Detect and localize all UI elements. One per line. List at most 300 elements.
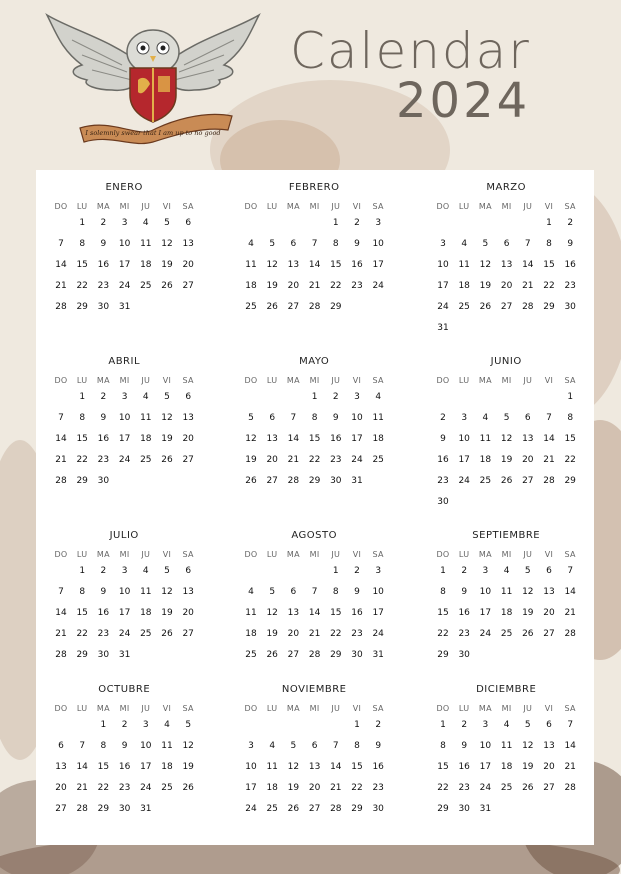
day-cell: 20 xyxy=(522,455,534,465)
month-name: ABRIL xyxy=(108,356,141,367)
month-name: FEBRERO xyxy=(288,182,340,193)
day-cell: 20 xyxy=(543,608,555,618)
day-cell: 22 xyxy=(437,783,449,793)
day-cell: 5 xyxy=(524,566,531,576)
day-cell: 22 xyxy=(543,281,555,291)
weekday-label: VI xyxy=(544,202,554,211)
day-cell: 5 xyxy=(164,218,170,228)
weekday-label: MA xyxy=(478,704,492,713)
day-cell: 22 xyxy=(330,281,342,291)
weekday-label: JU xyxy=(141,550,151,559)
day-cell: 26 xyxy=(245,476,257,486)
day-cell: 15 xyxy=(330,260,342,270)
day-cell: 14 xyxy=(308,608,321,618)
day-cell: 3 xyxy=(121,218,128,228)
weekday-label: VI xyxy=(352,376,362,385)
month-name: JULIO xyxy=(109,530,139,541)
day-cell: 19 xyxy=(161,608,173,618)
day-cell: 25 xyxy=(372,455,384,465)
day-cell: 2 xyxy=(375,720,382,730)
day-cell: 2 xyxy=(121,720,128,730)
day-cell: 15 xyxy=(76,434,88,444)
day-cell: 8 xyxy=(546,239,552,249)
day-cell: 29 xyxy=(308,476,321,486)
day-cell: 10 xyxy=(351,413,363,423)
day-cell: 26 xyxy=(182,783,194,793)
day-cell: 18 xyxy=(372,434,384,444)
day-cell: 12 xyxy=(266,260,278,270)
day-cell: 21 xyxy=(76,783,88,793)
day-cell: 22 xyxy=(97,783,110,793)
day-cell: 23 xyxy=(458,783,470,793)
day-cell: 10 xyxy=(372,587,384,597)
day-cell: 5 xyxy=(164,566,170,576)
day-cell: 10 xyxy=(245,762,257,772)
day-cell: 8 xyxy=(100,741,107,751)
day-cell: 6 xyxy=(185,218,192,228)
day-cell: 11 xyxy=(140,587,152,597)
day-cell: 8 xyxy=(332,239,339,249)
weekday-label: SA xyxy=(372,550,384,559)
weekday-label: MA xyxy=(286,376,300,385)
month-septiembre xyxy=(432,530,612,690)
day-cell: 30 xyxy=(458,650,470,660)
day-cell: 25 xyxy=(458,302,470,312)
day-cell: 28 xyxy=(308,302,321,312)
day-cell: 29 xyxy=(330,650,342,660)
weekday-label: DO xyxy=(436,704,450,713)
day-cell: 27 xyxy=(266,476,278,486)
day-cell: 21 xyxy=(543,455,555,465)
day-cell: 15 xyxy=(543,260,555,270)
day-cell: 20 xyxy=(266,455,278,465)
day-cell: 21 xyxy=(564,608,576,618)
day-cell: 16 xyxy=(118,762,131,772)
day-cell: 29 xyxy=(437,804,449,814)
day-cell: 16 xyxy=(97,608,110,618)
day-cell: 5 xyxy=(269,587,276,597)
day-cell: 25 xyxy=(161,783,173,793)
day-cell: 13 xyxy=(287,608,300,618)
weekday-label: DO xyxy=(54,550,68,559)
day-cell: 16 xyxy=(351,260,363,270)
day-cell: 5 xyxy=(185,720,192,730)
day-cell: 16 xyxy=(372,762,384,772)
day-cell: 28 xyxy=(55,302,67,312)
day-cell: 10 xyxy=(140,741,152,751)
day-cell: 28 xyxy=(564,783,576,793)
day-cell: 27 xyxy=(287,650,300,660)
day-cell: 8 xyxy=(440,741,446,751)
day-cell: 21 xyxy=(55,281,67,291)
day-cell: 11 xyxy=(372,413,384,423)
day-cell: 13 xyxy=(182,587,194,597)
day-cell: 17 xyxy=(372,260,384,270)
weekday-label: DO xyxy=(244,704,258,713)
day-cell: 13 xyxy=(500,260,513,270)
day-cell: 22 xyxy=(330,629,342,639)
weekday-label: MA xyxy=(286,704,300,713)
day-cell: 17 xyxy=(245,783,257,793)
day-cell: 6 xyxy=(185,566,192,576)
day-cell: 8 xyxy=(79,413,86,423)
day-cell: 13 xyxy=(287,260,300,270)
day-cell: 18 xyxy=(245,281,257,291)
day-cell: 3 xyxy=(375,566,382,576)
day-cell: 21 xyxy=(330,783,342,793)
weekday-label: VI xyxy=(352,704,362,713)
day-cell: 15 xyxy=(351,762,363,772)
month-julio xyxy=(50,530,230,690)
weekday-label: MI xyxy=(309,376,320,385)
weekday-label: JU xyxy=(523,704,533,713)
month-enero xyxy=(50,182,230,342)
day-cell: 12 xyxy=(479,260,492,270)
day-cell: 23 xyxy=(330,455,342,465)
day-cell: 20 xyxy=(182,434,194,444)
day-cell: 24 xyxy=(437,302,449,312)
month-name: OCTUBRE xyxy=(98,684,151,695)
day-cell: 10 xyxy=(479,587,492,597)
day-cell: 17 xyxy=(437,281,449,291)
day-cell: 3 xyxy=(354,392,360,402)
day-cell: 6 xyxy=(524,413,531,423)
day-cell: 1 xyxy=(546,218,552,228)
day-cell: 7 xyxy=(524,239,531,249)
day-cell: 13 xyxy=(543,587,555,597)
day-cell: 8 xyxy=(354,741,360,751)
day-cell: 11 xyxy=(500,587,513,597)
day-cell: 6 xyxy=(290,587,297,597)
weekday-label: SA xyxy=(564,376,576,385)
day-cell: 26 xyxy=(161,281,173,291)
day-cell: 31 xyxy=(351,476,363,486)
weekday-label: MI xyxy=(119,376,130,385)
day-cell: 11 xyxy=(140,413,152,423)
day-cell: 26 xyxy=(479,302,492,312)
month-mayo xyxy=(240,356,420,516)
weekday-label: MA xyxy=(96,704,110,713)
day-cell: 30 xyxy=(351,650,363,660)
day-cell: 19 xyxy=(266,629,278,639)
day-cell: 28 xyxy=(522,302,534,312)
weekday-label: MA xyxy=(96,550,110,559)
day-cell: 28 xyxy=(330,804,342,814)
weekday-label: DO xyxy=(54,704,68,713)
day-cell: 6 xyxy=(290,239,297,249)
day-cell: 12 xyxy=(161,239,173,249)
day-cell: 24 xyxy=(372,629,384,639)
day-cell: 17 xyxy=(372,608,384,618)
day-cell: 28 xyxy=(287,476,300,486)
day-cell: 1 xyxy=(332,218,339,228)
day-cell: 11 xyxy=(266,762,278,772)
day-cell: 5 xyxy=(503,413,510,423)
day-cell: 22 xyxy=(76,629,88,639)
day-cell: 15 xyxy=(564,434,576,444)
day-cell: 10 xyxy=(458,434,470,444)
weekday-label: VI xyxy=(162,202,172,211)
day-cell: 24 xyxy=(118,281,131,291)
day-cell: 4 xyxy=(503,720,510,730)
day-cell: 29 xyxy=(97,804,110,814)
day-cell: 3 xyxy=(375,218,382,228)
day-cell: 4 xyxy=(461,239,468,249)
day-cell: 5 xyxy=(524,720,531,730)
weekday-label: VI xyxy=(352,550,362,559)
day-cell: 1 xyxy=(567,392,574,402)
day-cell: 22 xyxy=(564,455,576,465)
day-cell: 15 xyxy=(97,762,110,772)
day-cell: 4 xyxy=(375,392,382,402)
day-cell: 14 xyxy=(55,260,67,270)
day-cell: 30 xyxy=(564,302,576,312)
day-cell: 29 xyxy=(437,650,449,660)
weekday-label: SA xyxy=(182,704,194,713)
weekday-label: DO xyxy=(244,376,258,385)
day-cell: 7 xyxy=(290,413,297,423)
month-name: JUNIO xyxy=(490,356,522,367)
day-cell: 20 xyxy=(182,260,194,270)
day-cell: 3 xyxy=(248,741,254,751)
day-cell: 20 xyxy=(55,783,67,793)
weekday-label: MI xyxy=(309,704,320,713)
day-cell: 29 xyxy=(351,804,363,814)
weekday-label: DO xyxy=(54,202,68,211)
day-cell: 23 xyxy=(437,476,449,486)
day-cell: 4 xyxy=(164,720,170,730)
day-cell: 10 xyxy=(437,260,449,270)
weekday-label: DO xyxy=(244,202,258,211)
day-cell: 4 xyxy=(248,239,254,249)
weekday-label: DO xyxy=(436,376,450,385)
day-cell: 13 xyxy=(182,239,194,249)
day-cell: 18 xyxy=(140,608,152,618)
month-name: MARZO xyxy=(486,182,527,193)
weekday-label: JU xyxy=(141,704,151,713)
day-cell: 8 xyxy=(332,587,339,597)
day-cell: 13 xyxy=(543,741,555,751)
day-cell: 22 xyxy=(76,455,88,465)
weekday-label: MI xyxy=(119,550,130,559)
day-cell: 27 xyxy=(543,629,555,639)
day-cell: 4 xyxy=(248,587,254,597)
day-cell: 21 xyxy=(564,762,576,772)
day-cell: 28 xyxy=(55,650,67,660)
day-cell: 18 xyxy=(245,629,257,639)
weekday-label: SA xyxy=(182,550,194,559)
day-cell: 11 xyxy=(161,741,173,751)
day-cell: 9 xyxy=(332,413,339,423)
day-cell: 26 xyxy=(522,629,534,639)
day-cell: 27 xyxy=(500,302,513,312)
day-cell: 24 xyxy=(479,783,492,793)
day-cell: 18 xyxy=(458,281,470,291)
day-cell: 19 xyxy=(500,455,513,465)
day-cell: 24 xyxy=(245,804,257,814)
day-cell: 28 xyxy=(308,650,321,660)
day-cell: 21 xyxy=(308,629,321,639)
day-cell: 4 xyxy=(503,566,510,576)
day-cell: 19 xyxy=(245,455,257,465)
day-cell: 31 xyxy=(118,302,131,312)
day-cell: 28 xyxy=(543,476,555,486)
day-cell: 15 xyxy=(437,762,449,772)
day-cell: 20 xyxy=(543,762,555,772)
month-name: SEPTIEMBRE xyxy=(472,530,541,541)
day-cell: 23 xyxy=(351,629,363,639)
weekday-label: VI xyxy=(544,376,554,385)
day-cell: 1 xyxy=(79,218,86,228)
day-cell: 30 xyxy=(118,804,131,814)
day-cell: 24 xyxy=(458,476,470,486)
day-cell: 9 xyxy=(440,434,446,444)
weekday-label: JU xyxy=(141,202,151,211)
month-name: NOVIEMBRE xyxy=(281,684,347,695)
day-cell: 27 xyxy=(182,629,194,639)
day-cell: 2 xyxy=(100,566,107,576)
day-cell: 28 xyxy=(55,476,67,486)
day-cell: 3 xyxy=(142,720,149,730)
banner-text: I solemnly swear that I am up to no good xyxy=(85,129,221,137)
day-cell: 5 xyxy=(290,741,297,751)
weekday-label: MI xyxy=(501,550,512,559)
day-cell: 30 xyxy=(97,302,110,312)
day-cell: 4 xyxy=(142,392,149,402)
day-cell: 1 xyxy=(332,566,339,576)
day-cell: 26 xyxy=(500,476,513,486)
day-cell: 15 xyxy=(437,608,449,618)
day-cell: 8 xyxy=(79,587,86,597)
weekday-label: VI xyxy=(544,704,554,713)
weekday-label: LU xyxy=(266,202,278,211)
day-cell: 7 xyxy=(567,566,574,576)
day-cell: 20 xyxy=(308,783,321,793)
weekday-label: MA xyxy=(286,550,300,559)
day-cell: 8 xyxy=(311,413,318,423)
day-cell: 25 xyxy=(479,476,492,486)
day-cell: 2 xyxy=(332,392,339,402)
weekday-label: MA xyxy=(478,202,492,211)
day-cell: 22 xyxy=(76,281,88,291)
weekday-label: MI xyxy=(501,704,512,713)
day-cell: 4 xyxy=(269,741,276,751)
day-cell: 24 xyxy=(118,629,131,639)
day-cell: 12 xyxy=(161,587,173,597)
day-cell: 13 xyxy=(308,762,321,772)
weekday-label: JU xyxy=(331,704,341,713)
day-cell: 23 xyxy=(564,281,576,291)
day-cell: 7 xyxy=(58,239,64,249)
day-cell: 5 xyxy=(164,392,170,402)
weekday-label: JU xyxy=(523,550,533,559)
day-cell: 12 xyxy=(245,434,257,444)
weekday-label: VI xyxy=(544,550,554,559)
day-cell: 29 xyxy=(76,302,88,312)
day-cell: 12 xyxy=(266,608,278,618)
day-cell: 12 xyxy=(287,762,300,772)
day-cell: 17 xyxy=(479,608,492,618)
day-cell: 20 xyxy=(182,608,194,618)
day-cell: 7 xyxy=(311,239,318,249)
day-cell: 19 xyxy=(182,762,194,772)
weekday-label: MI xyxy=(309,550,320,559)
weekday-label: SA xyxy=(372,202,384,211)
day-cell: 16 xyxy=(458,608,470,618)
month-diciembre xyxy=(432,684,612,844)
day-cell: 17 xyxy=(479,762,492,772)
day-cell: 9 xyxy=(100,587,107,597)
day-cell: 12 xyxy=(161,413,173,423)
day-cell: 18 xyxy=(161,762,173,772)
day-cell: 25 xyxy=(266,804,278,814)
day-cell: 25 xyxy=(245,302,257,312)
day-cell: 28 xyxy=(564,629,576,639)
day-cell: 18 xyxy=(266,783,278,793)
day-cell: 20 xyxy=(287,281,300,291)
day-cell: 19 xyxy=(479,281,492,291)
day-cell: 29 xyxy=(76,476,88,486)
day-cell: 19 xyxy=(522,762,534,772)
calendar-panel xyxy=(36,170,594,845)
day-cell: 31 xyxy=(479,804,492,814)
day-cell: 3 xyxy=(121,566,128,576)
day-cell: 2 xyxy=(100,392,107,402)
day-cell: 1 xyxy=(354,720,360,730)
weekday-label: MA xyxy=(286,202,300,211)
day-cell: 14 xyxy=(330,762,342,772)
weekday-label: SA xyxy=(372,376,384,385)
day-cell: 29 xyxy=(330,302,342,312)
day-cell: 14 xyxy=(55,434,67,444)
day-cell: 2 xyxy=(354,218,360,228)
weekday-label: MI xyxy=(119,704,130,713)
day-cell: 27 xyxy=(182,455,194,465)
day-cell: 5 xyxy=(248,413,254,423)
day-cell: 31 xyxy=(437,323,449,333)
day-cell: 11 xyxy=(245,260,257,270)
weekday-label: LU xyxy=(458,376,470,385)
day-cell: 30 xyxy=(330,476,342,486)
day-cell: 31 xyxy=(118,650,131,660)
day-cell: 17 xyxy=(118,260,131,270)
day-cell: 14 xyxy=(564,741,576,751)
day-cell: 15 xyxy=(330,608,342,618)
day-cell: 17 xyxy=(458,455,470,465)
day-cell: 6 xyxy=(58,741,64,751)
weekday-label: VI xyxy=(162,376,172,385)
day-cell: 14 xyxy=(522,260,534,270)
day-cell: 3 xyxy=(440,239,446,249)
month-noviembre xyxy=(240,684,420,844)
month-febrero xyxy=(240,182,420,342)
weekday-label: VI xyxy=(162,550,172,559)
day-cell: 16 xyxy=(458,762,470,772)
day-cell: 2 xyxy=(100,218,107,228)
day-cell: 11 xyxy=(479,434,492,444)
day-cell: 9 xyxy=(567,239,574,249)
day-cell: 3 xyxy=(461,413,468,423)
day-cell: 25 xyxy=(500,783,513,793)
day-cell: 23 xyxy=(97,629,110,639)
day-cell: 2 xyxy=(567,218,574,228)
day-cell: 14 xyxy=(76,762,88,772)
day-cell: 24 xyxy=(140,783,152,793)
day-cell: 12 xyxy=(522,587,534,597)
day-cell: 18 xyxy=(479,455,492,465)
day-cell: 29 xyxy=(76,650,88,660)
day-cell: 4 xyxy=(142,218,149,228)
